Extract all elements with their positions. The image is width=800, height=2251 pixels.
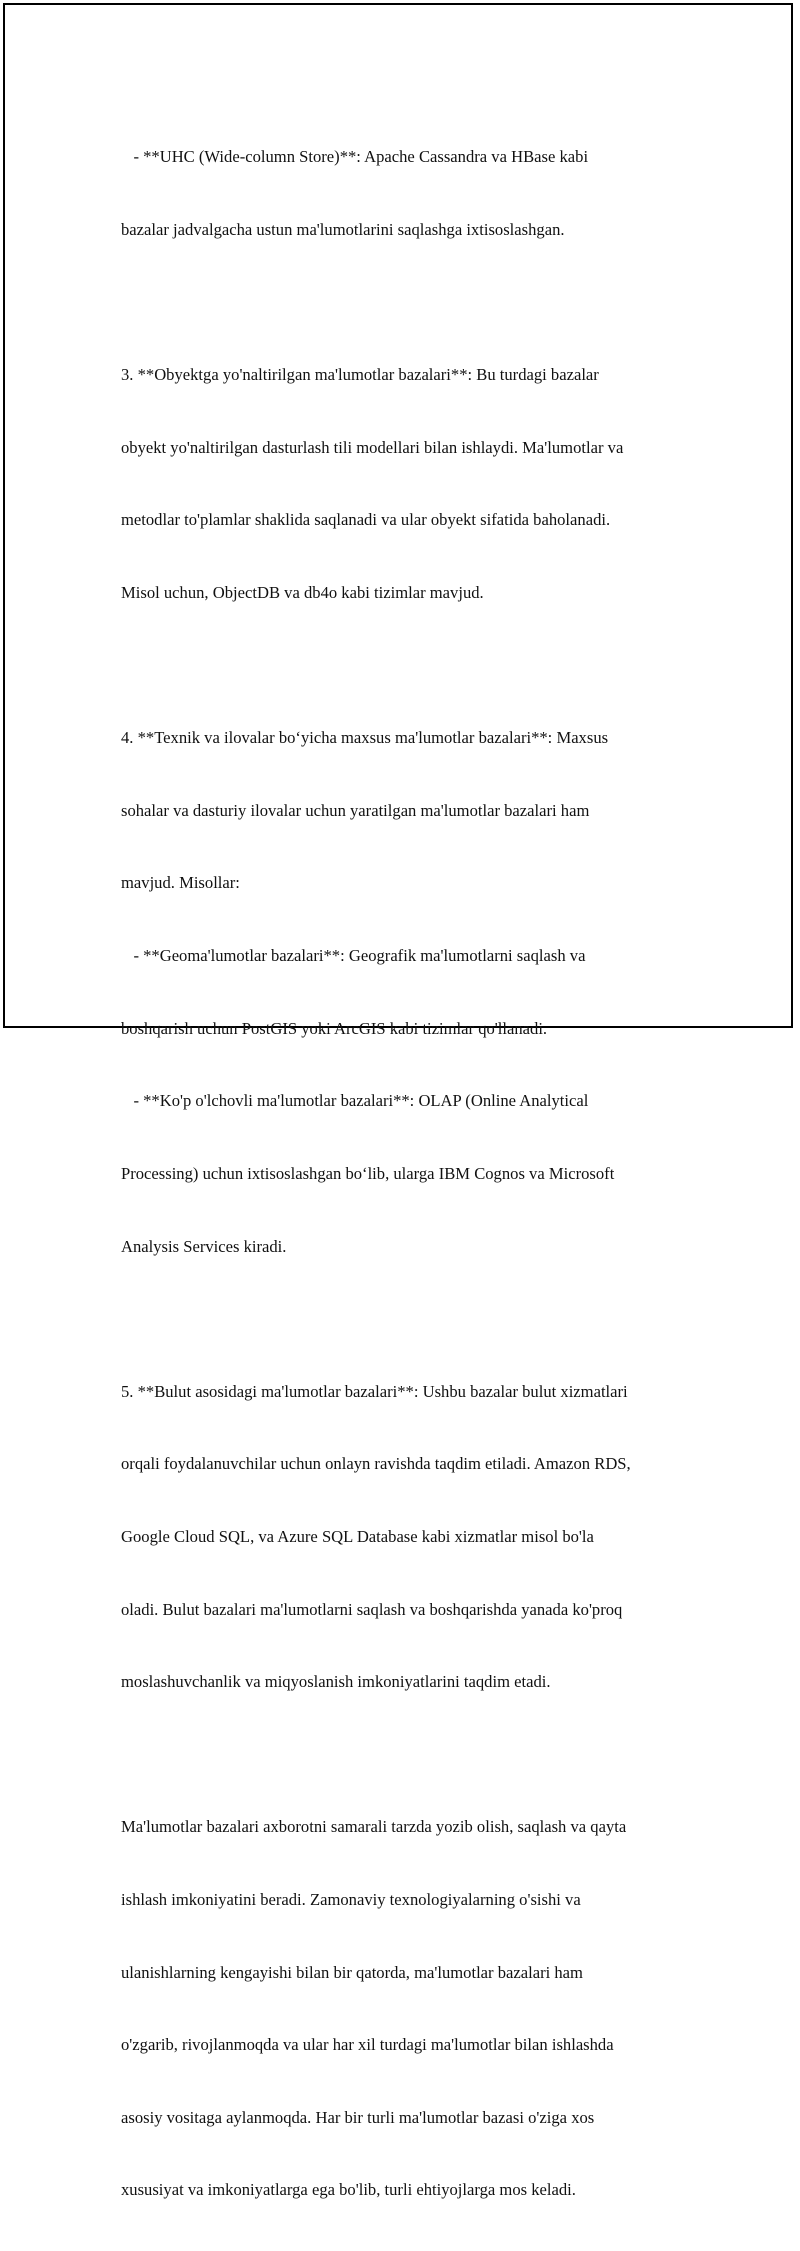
text-line: ulanishlarning kengayishi bilan bir qatorda, ma'lumotlar bazalari ham [121, 1962, 583, 1982]
document-page [3, 3, 793, 2200]
paragraph-object-oriented [121, 315, 706, 654]
text-line: xususiyat va imkoniyatlarga ega bo'lib, turli ehtiyojlarga mos keladi. [121, 2180, 576, 2200]
text-line: o'zgarib, rivojlanmoqda va ular har xil turdagi ma'lumotlar bilan ishlashda [121, 2035, 614, 2055]
text-line: - **UHC (Wide-column Store)**: Apache Cassandra va HBase kabi [121, 147, 589, 167]
text-line: - **Geoma'lumotlar bazalari**: Geografik ma'lumotlarni saqlash va [121, 946, 586, 966]
paragraph-gap [121, 291, 706, 315]
text-line: mavjud. Misollar: [121, 873, 240, 893]
paragraph-gap [121, 1743, 706, 1767]
paragraph-specialized [121, 678, 706, 1307]
text-line: oladi. Bulut bazalari ma'lumotlarni saqlash va boshqarishda yanada ko'proq [121, 1599, 623, 1619]
text-line: orqali foydalanuvchilar uchun onlayn ravishda taqdim etiladi. Amazon RDS, [121, 1454, 631, 1474]
text-line: Ma'lumotlar bazalari axborotni samarali tarzda yozib olish, saqlash va qayta [121, 1817, 627, 1837]
text-line: 4. **Texnik va ilovalar bo‘yicha maxsus ma'lumotlar bazalari**: Maxsus [121, 728, 609, 748]
text-line: - **Ko'p o'lchovli ma'lumotlar bazalari**: OLAP (Online Analytical [121, 1091, 589, 1111]
text-line: moslashuvchanlik va miqyoslanish imkoniyatlarini taqdim etadi. [121, 1672, 551, 1692]
text-line: asosiy vositaga aylanmoqda. Har bir turli ma'lumotlar bazasi o'ziga xos [121, 2107, 595, 2127]
paragraph-gap [121, 1307, 706, 1331]
paragraph-conclusion [121, 1767, 706, 2251]
paragraph-cloud [121, 1331, 706, 1742]
text-line: bazalar jadvalgacha ustun ma'lumotlarini saqlashga ixtisoslashgan. [121, 220, 565, 240]
text-line: ishlash imkoniyatini beradi. Zamonaviy texnologiyalarning o'sishi va [121, 1889, 581, 1909]
document-body [121, 97, 706, 2251]
text-line: Processing) uchun ixtisoslashgan bo‘lib, ularga IBM Cognos va Microsoft [121, 1163, 615, 1183]
text-line: obyekt yo'naltirilgan dasturlash tili modellari bilan ishlaydi. Ma'lumotlar va [121, 437, 624, 457]
text-line: Google Cloud SQL, va Azure SQL Database kabi xizmatlar misol bo'la [121, 1526, 594, 1546]
text-line: 5. **Bulut asosidagi ma'lumotlar bazalari**: Ushbu bazalar bulut xizmatlari [121, 1381, 628, 1401]
text-line: Analysis Services kiradi. [121, 1236, 287, 1256]
text-line: metodlar to'plamlar shaklida saqlanadi va ular obyekt sifatida baholanadi. [121, 510, 611, 530]
paragraph-gap [121, 654, 706, 678]
text-line: Misol uchun, ObjectDB va db4o kabi tizimlar mavjud. [121, 583, 484, 603]
text-line: boshqarish uchun PostGIS yoki ArcGIS kabi tizimlar qo'llanadi. [121, 1018, 548, 1038]
text-line: 3. **Obyektga yo'naltirilgan ma'lumotlar bazalari**: Bu turdagi bazalar [121, 365, 599, 385]
text-line: sohalar va dasturiy ilovalar uchun yaratilgan ma'lumotlar bazalari ham [121, 800, 590, 820]
paragraph-wide-column [121, 97, 706, 291]
